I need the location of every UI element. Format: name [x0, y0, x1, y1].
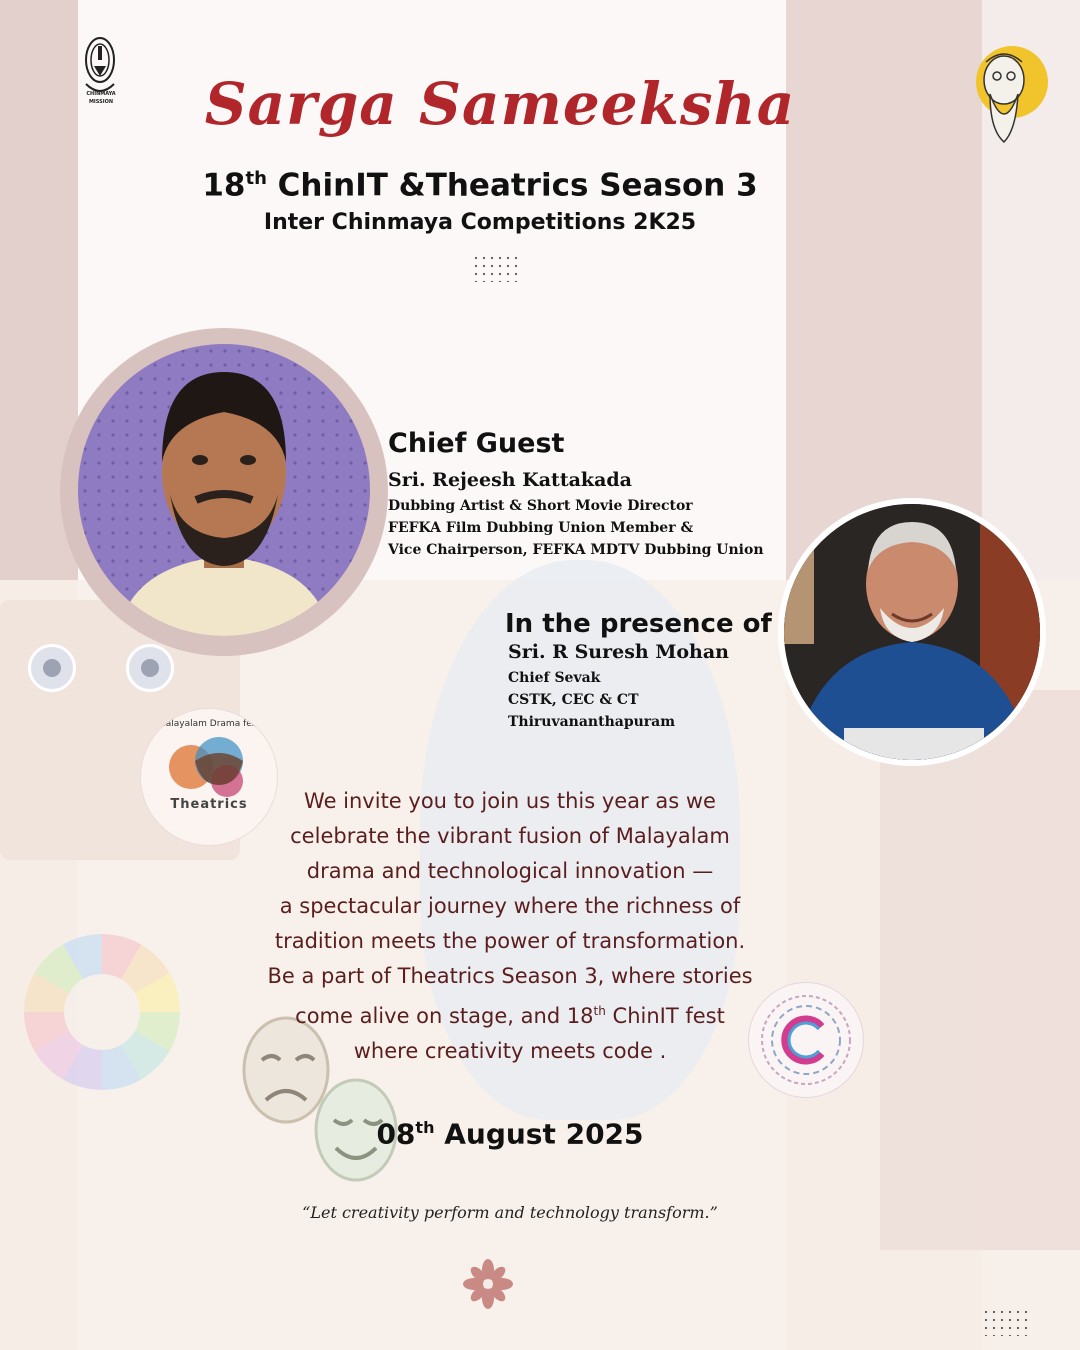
flower-ornament-icon	[462, 1258, 514, 1310]
cartoon-eye-left	[28, 644, 76, 692]
invite-line-2: celebrate the vibrant fusion of Malayalam	[290, 824, 730, 848]
invite-line-4: a spectacular journey where the richness of	[279, 894, 741, 918]
presence-guest-photo	[778, 498, 1046, 766]
invite-line-6: Be a part of Theatrics Season 3, where stories	[267, 964, 753, 988]
invite-line-5: tradition meets the power of transformation.	[274, 929, 746, 953]
chief-guest-photo	[60, 328, 388, 656]
presence-guest-portrait	[784, 504, 1040, 760]
competitions-line: Inter Chinmaya Competitions 2K25	[263, 210, 697, 235]
drama-logo-top-text: Malayalam Drama fest	[158, 719, 260, 729]
invite-line-1: We invite you to join us this year as we	[304, 789, 716, 813]
invite-line-7-start: come alive on stage, and 18	[295, 1004, 594, 1028]
color-wheel-decoration	[24, 934, 180, 1090]
chief-guest-heading: Chief Guest	[388, 428, 565, 459]
invite-line-7	[244, 994, 776, 1034]
invite-line-7-ordinal: th	[593, 1004, 606, 1018]
chief-guest-portrait	[78, 344, 370, 636]
chief-guest-role-3: Vice Chairperson, FEFKA MDTV Dubbing Union	[388, 542, 764, 558]
drama-logo-text: Theatrics	[170, 797, 248, 812]
date-ordinal: th	[415, 1118, 435, 1137]
invitation-text	[244, 784, 776, 1069]
chief-guest-name: Sri. Rejeesh Kattakada	[388, 469, 632, 491]
chief-guest-role-1: Dubbing Artist & Short Movie Director	[388, 498, 693, 514]
dot-grid-decoration	[472, 254, 522, 282]
event-subtitle	[120, 156, 840, 208]
presence-heading: In the presence of	[505, 609, 772, 639]
event-title: Sarga Sameeksha	[204, 70, 796, 138]
dot-grid-decoration-bottom	[982, 1308, 1032, 1336]
cartoon-eye-right	[126, 644, 174, 692]
presence-name: Sri. R Suresh Mohan	[508, 641, 729, 663]
presence-role-2: CSTK, CEC & CT	[508, 692, 639, 708]
subtitle-number: 18	[202, 167, 246, 204]
drama-mask-icon	[161, 731, 257, 801]
background-laptop-shape	[880, 690, 1080, 1250]
invite-line-8: where creativity meets code .	[353, 1039, 667, 1063]
presence-role-1: Chief Sevak	[508, 670, 601, 686]
invite-line-3: drama and technological innovation —	[306, 859, 714, 883]
gurudev-portrait-icon	[968, 40, 1050, 144]
subtitle-text: ChinIT &Theatrics Season 3	[266, 167, 758, 204]
chief-guest-role-2: FEFKA Film Dubbing Union Member &	[388, 520, 694, 536]
event-tagline-quote: “Let creativity perform and technology transform.”	[302, 1203, 718, 1222]
chinmaya-logo-text: CHINMAYA MISSION	[86, 91, 116, 105]
date-day: 08	[376, 1117, 416, 1151]
invite-line-7-end: ChinIT fest	[605, 1004, 725, 1028]
presence-role-3: Thiruvananthapuram	[508, 714, 676, 730]
date-month-year: August 2025	[434, 1117, 644, 1151]
subtitle-ordinal: th	[245, 168, 267, 189]
event-date	[300, 1106, 720, 1156]
